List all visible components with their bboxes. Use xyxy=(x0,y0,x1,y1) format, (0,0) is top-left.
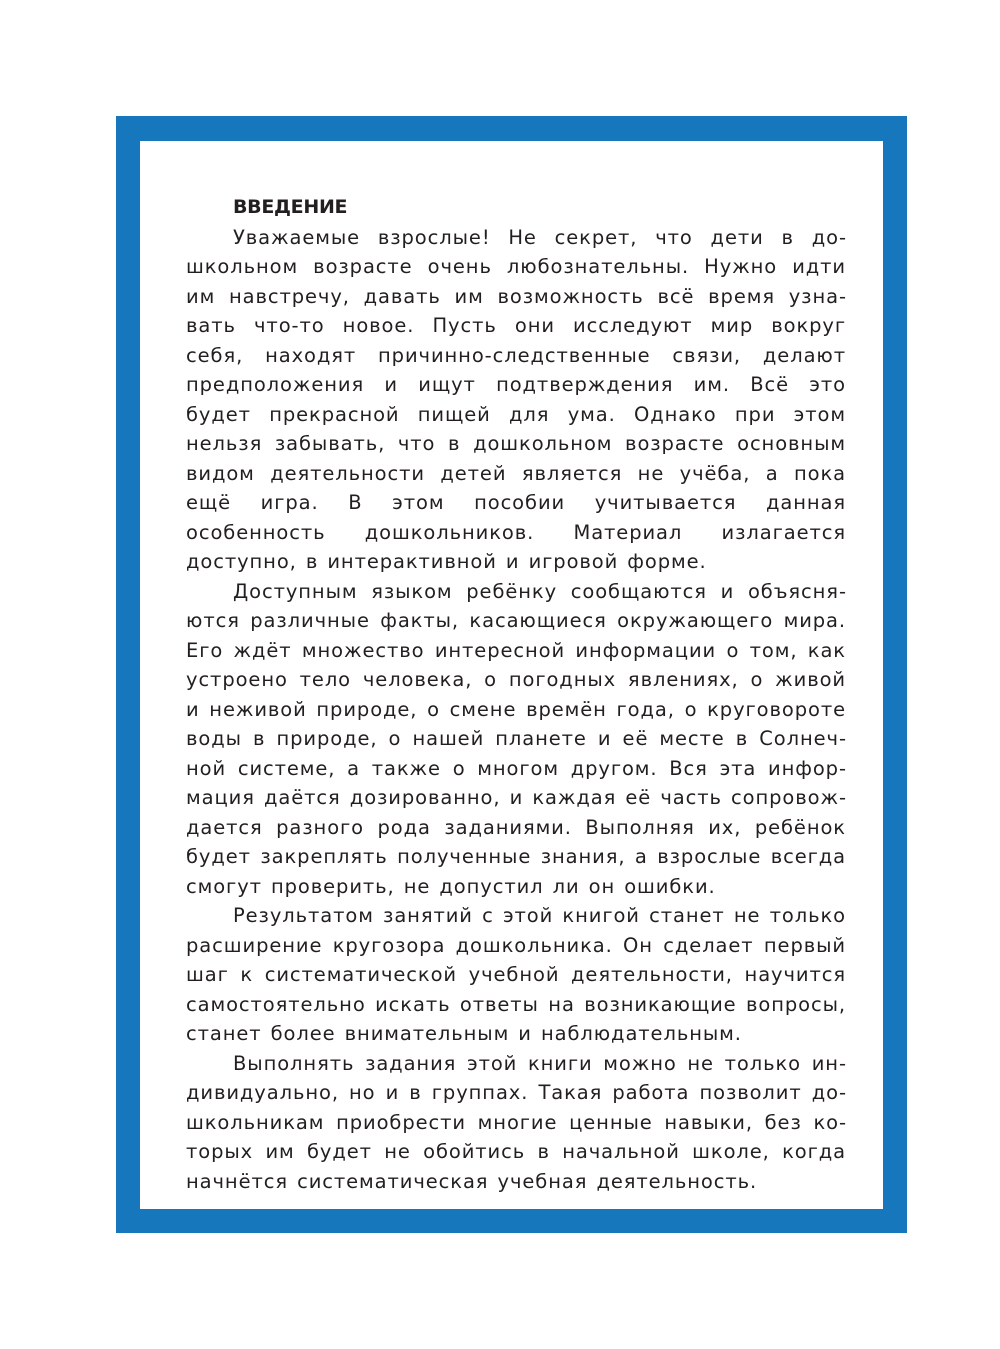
paragraph-2: Доступным языком ребёнку сообщаются и объясняются различные факты, касающиеся окружающего мира. Его ждёт множество интересной информации о том, как устроено тело человека, о погодных явлениях, о живой и неживой природе, о смене времён года, о круговороте воды в природе, о нашей планете и её месте в Солнечной системе, а также о многом другом. Вся эта информация даётся дозированно, и каждая её часть сопровождается разного рода заданиями. Выполняя их, ребёнок будет закреплять полученные знания, а взрослые всегда смогут проверить, не допустил ли он ошибки. xyxy=(186,579,846,898)
paragraph-1: Уважаемые взрослые! Не секрет, что дети в дошкольном возрасте очень любознательны. Нужно идти им навстречу, давать им возможность всё время узнавать что-то новое. Пусть они исследуют мир вокруг себя, находят причинно-следственные связи, делают предположения и ищут подтверждения им. Всё это будет прекрасной пищей для ума. Однако при этом нельзя забывать, что в дошкольном возрасте основным видом деятельности детей является не учёба, а пока ещё игра. В этом пособии учитывается данная особенность дошкольников. Материал излагается доступно, в интерактивной и игровой форме. xyxy=(186,225,846,573)
introduction-text-block xyxy=(186,193,846,1196)
section-heading: ВВЕДЕНИЕ xyxy=(233,196,348,218)
paragraph-4: Выполнять задания этой книги можно не только индивидуально, но и в группах. Такая работа позволит дошкольникам приобрести многие ценные навыки, без которых им будет не обойтись в начальной школе, когда начнётся систематическая учебная деятельность. xyxy=(186,1051,846,1193)
paragraph-3: Результатом занятий с этой книгой станет не только расширение кругозора дошкольника. Он сделает первый шаг к систематической учебной деятельности, научится самостоятельно искать ответы на возникающие вопросы, станет более внимательным и наблюдательным. xyxy=(186,904,846,1045)
